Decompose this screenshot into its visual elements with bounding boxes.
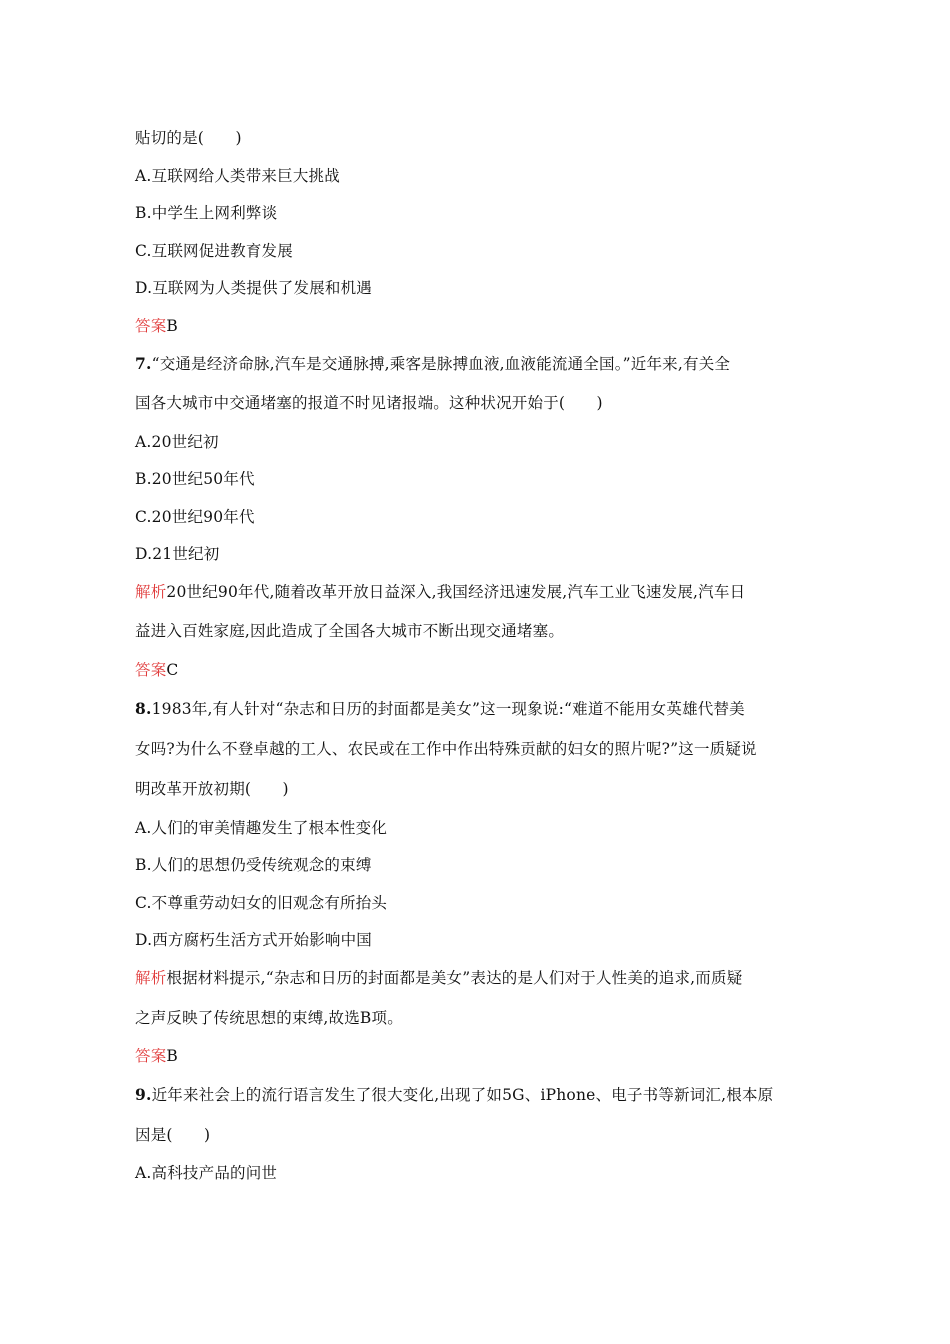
q8-option-c: C.不尊重劳动妇女的旧观念有所抬头 (135, 894, 388, 912)
q6-stem-tail: 贴切的是( ) (135, 129, 242, 147)
question-number: 7. (135, 354, 152, 373)
q6-option-d: D.互联网为人类提供了发展和机遇 (135, 279, 373, 297)
answer-label: 答案 (135, 661, 167, 679)
q8-stem-line-3: 明改革开放初期( ) (135, 780, 289, 798)
q8-stem-line-1: 8.1983年,有人针对“杂志和日历的封面都是美女”这一现象说:“难道不能用女英雄代替美 (135, 699, 745, 718)
q7-option-d: D.21世纪初 (135, 545, 220, 563)
q7-answer (135, 660, 825, 680)
analysis-label: 解析 (135, 969, 167, 987)
q6-option-b: B.中学生上网利弊谈 (135, 204, 278, 222)
q7-option-b: B.20世纪50年代 (135, 470, 255, 488)
q9-stem-line-1: 9.近年来社会上的流行语言发生了很大变化,出现了如5G、iPhone、电子书等新词汇,根本原 (135, 1085, 774, 1104)
q9-stem-line-2: 因是( ) (135, 1126, 211, 1144)
q8-option-d: D.西方腐朽生活方式开始影响中国 (135, 931, 373, 949)
q7-option-a: A.20世纪初 (135, 433, 219, 451)
q6-option-a: A.互联网给人类带来巨大挑战 (135, 167, 340, 185)
q8-option-b: B.人们的思想仍受传统观念的束缚 (135, 856, 372, 874)
answer-label: 答案 (135, 317, 167, 335)
q6-answer (135, 316, 825, 336)
answer-label: 答案 (135, 1047, 167, 1065)
q8-analysis-line-1: 解析根据材料提示,“杂志和日历的封面都是美女”表达的是人们对于人性美的追求,而质疑 (135, 969, 743, 987)
q7-analysis-line-1: 解析20世纪90年代,随着改革开放日益深入,我国经济迅速发展,汽车工业飞速发展,汽车日 (135, 583, 746, 601)
answer-value: B (166, 317, 178, 335)
q7-option-c: C.20世纪90年代 (135, 508, 255, 526)
q8-analysis-line-2: 之声反映了传统思想的束缚,故选B项。 (135, 1009, 403, 1027)
answer-value: B (166, 1047, 178, 1065)
q8-answer (135, 1046, 825, 1066)
q8-option-a: A.人们的审美情趣发生了根本性变化 (135, 819, 388, 837)
analysis-label: 解析 (135, 583, 167, 601)
q9-option-a: A.高科技产品的问世 (135, 1164, 278, 1182)
q8-stem-line-2: 女吗?为什么不登卓越的工人、农民或在工作中作出特殊贡献的妇女的照片呢?”这一质疑说 (135, 740, 757, 758)
q7-stem-line-1: 7.“交通是经济命脉,汽车是交通脉搏,乘客是脉搏血液,血液能流通全国。”近年来,有关全 (135, 354, 731, 373)
q7-analysis-line-2: 益进入百姓家庭,因此造成了全国各大城市不断出现交通堵塞。 (135, 622, 565, 640)
question-number: 8. (135, 699, 152, 718)
q7-stem-line-2: 国各大城市中交通堵塞的报道不时见诸报端。这种状况开始于( ) (135, 394, 603, 412)
q6-option-c: C.互联网促进教育发展 (135, 242, 293, 260)
question-number: 9. (135, 1085, 152, 1104)
answer-value: C (166, 661, 179, 679)
